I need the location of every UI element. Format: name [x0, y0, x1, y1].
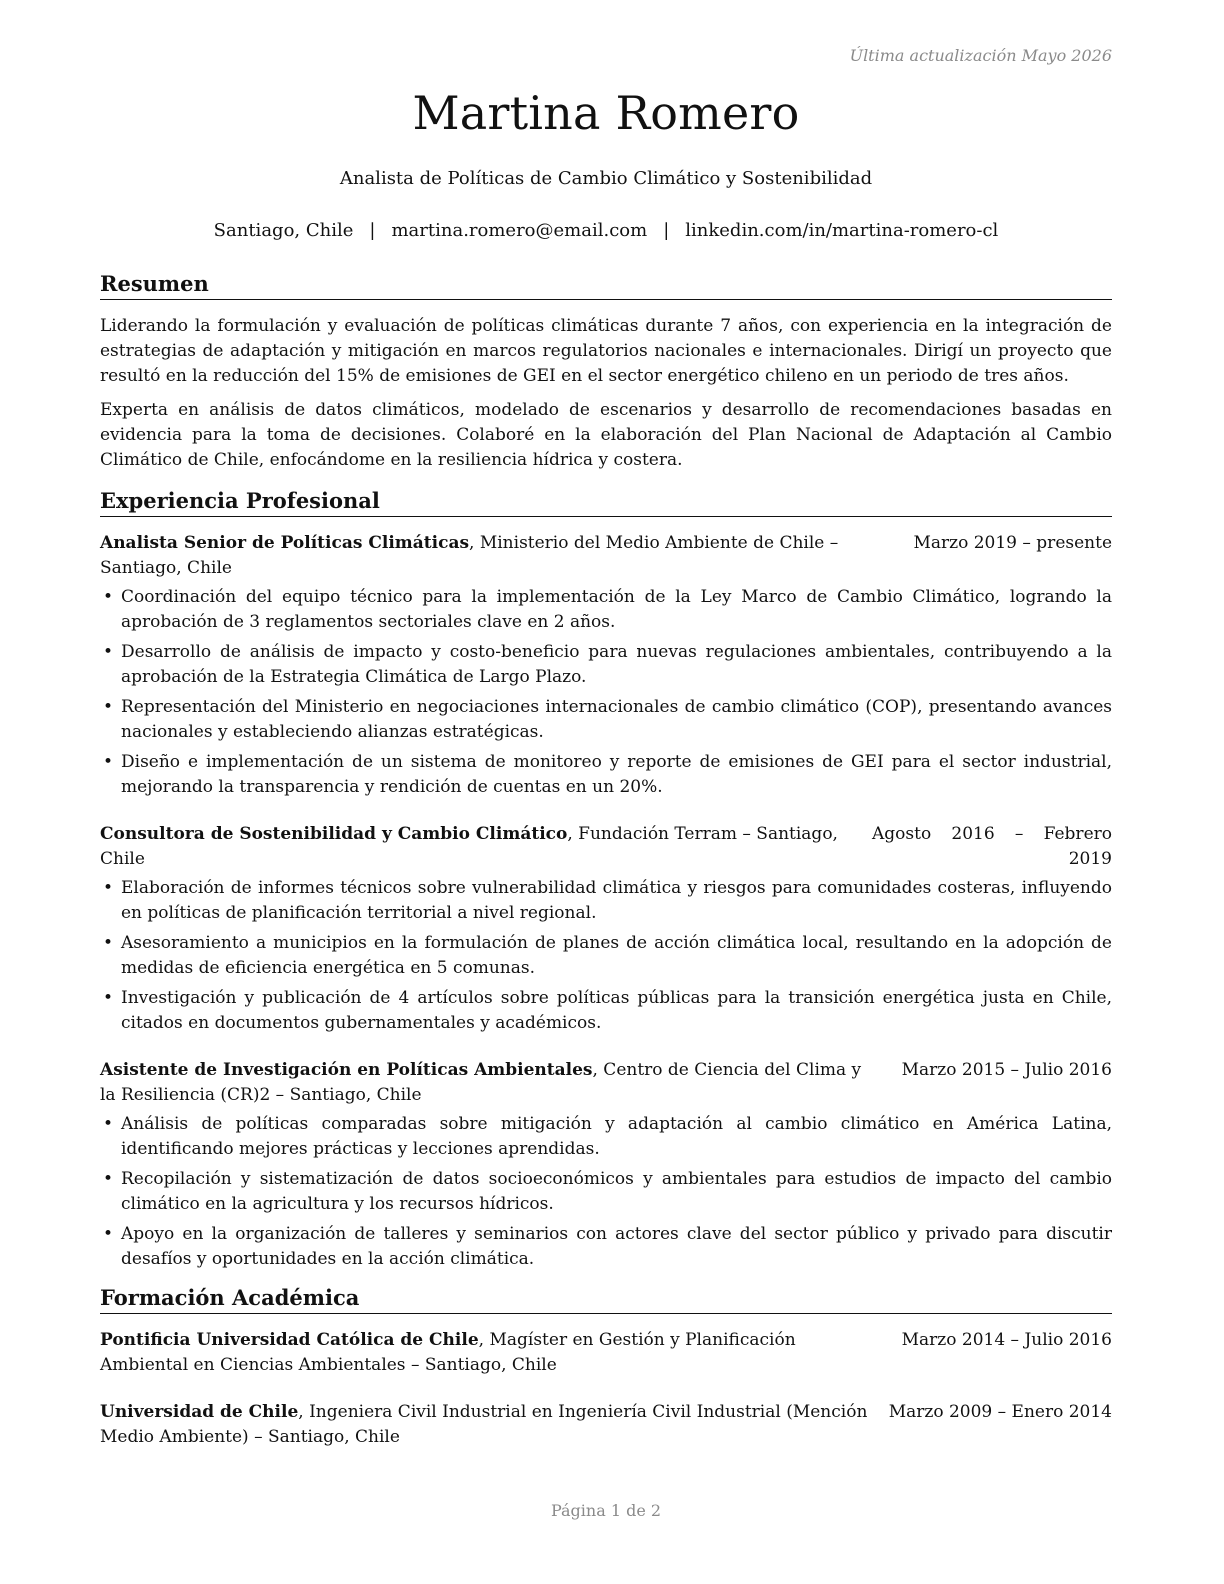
job-organization: , Centro de Ciencia del Clima y la Resiliencia (CR)2 – Santiago, Chile — [100, 1060, 862, 1105]
job-organization: , Fundación Terram – Santiago, Chile — [100, 824, 838, 869]
list-item — [100, 876, 1112, 926]
bullet-icon: • — [103, 642, 114, 662]
job-dates: Marzo 2015 – Julio 2016 — [901, 1060, 1112, 1080]
list-item — [100, 640, 1112, 690]
job-entry — [100, 822, 1112, 1036]
job-dates: Agosto 2016 – Febrero 2019 — [872, 824, 1112, 869]
job-dates: Marzo 2019 – presente — [913, 533, 1112, 553]
bullet-icon: • — [103, 988, 114, 1008]
job-organization: , Ministerio del Medio Ambiente de Chile – Santiago, Chile — [100, 533, 839, 578]
bullet-icon: • — [103, 1224, 114, 1244]
job-title-line — [100, 531, 913, 581]
list-item — [100, 931, 1112, 981]
section-title-education: Formación Académica — [100, 1284, 1112, 1314]
bullet-text: Apoyo en la organización de talleres y seminarios con actores clave del sector público y privado para discutir desafíos y oportunidades en la acción climática. — [121, 1224, 1112, 1269]
list-item — [100, 585, 1112, 635]
list-item — [100, 750, 1112, 800]
page-number: Página 1 de 2 — [550, 1501, 662, 1520]
bullet-text: Recopilación y sistematización de datos socioeconómicos y ambientales para estudios de impacto del cambio climático en la agricultura y los recursos hídricos. — [121, 1169, 1112, 1214]
bullet-icon: • — [103, 752, 114, 772]
bullet-text: Análisis de políticas comparadas sobre mitigación y adaptación al cambio climático en América Latina, identificando mejores prácticas y lecciones aprendidas. — [121, 1114, 1112, 1159]
summary-paragraph: Liderando la formulación y evaluación de políticas climáticas durante 7 años, con experiencia en la integración de estrategias de adaptación y mitigación en marcos regulatorios nacionales e internacionales. Dirigí un proyecto que resultó en la reducción del 15% de emisiones de GEI en el sector energético chileno en un periodo de tres años. — [100, 316, 1112, 386]
bullet-icon: • — [103, 587, 114, 607]
job-role: Consultora de Sostenibilidad y Cambio Climático — [100, 824, 568, 844]
contact-location: Santiago, Chile — [213, 220, 354, 241]
list-item — [100, 1112, 1112, 1162]
bullet-text: Representación del Ministerio en negociaciones internacionales de cambio climático (COP), presentando avances nacionales y estableciendo alianzas estratégicas. — [121, 697, 1112, 742]
job-header — [100, 1058, 1112, 1108]
education-title-line — [100, 1400, 889, 1450]
education-header — [100, 1328, 1112, 1378]
resume-content — [100, 270, 1112, 1472]
education-entry — [100, 1328, 1112, 1378]
job-header — [100, 531, 1112, 581]
education-title-line — [100, 1328, 902, 1378]
contact-linkedin[interactable]: linkedin.com/in/martina-romero-cl — [685, 220, 999, 241]
summary-paragraph: Experta en análisis de datos climáticos, modelado de escenarios y desarrollo de recomendaciones basadas en evidencia para la toma de decisiones. Colaboré en la elaboración del Plan Nacional de Adaptación al Cambio Climático de Chile, enfocándome en la resiliencia hídrica y costera. — [100, 400, 1112, 470]
summary-section — [100, 270, 1112, 473]
education-dates: Marzo 2014 – Julio 2016 — [901, 1330, 1112, 1350]
resume-page — [100, 0, 1112, 1584]
list-item — [100, 1222, 1112, 1272]
candidate-name: Martina Romero — [412, 86, 800, 140]
list-item — [100, 1167, 1112, 1217]
experience-section — [100, 487, 1112, 1272]
bullet-text: Asesoramiento a municipios en la formulación de planes de acción climática local, resultando en la adopción de medidas de eficiencia energética en 5 comunas. — [121, 933, 1112, 978]
contact-email[interactable]: martina.romero@email.com — [391, 220, 648, 241]
job-bullets — [100, 876, 1112, 1036]
bullet-text: Investigación y publicación de 4 artículos sobre políticas públicas para la transición energética justa en Chile, citados en documentos gubernamentales y académicos. — [121, 988, 1112, 1033]
bullet-text: Desarrollo de análisis de impacto y costo-beneficio para nuevas regulaciones ambientales, contribuyendo a la aprobación de la Estrategia Climática de Largo Plazo. — [121, 642, 1112, 687]
bullet-icon: • — [103, 1169, 114, 1189]
bullet-text: Elaboración de informes técnicos sobre vulnerabilidad climática y riesgos para comunidades costeras, influyendo en políticas de planificación territorial a nivel regional. — [121, 878, 1112, 923]
bullet-icon: • — [103, 933, 114, 953]
contact-line — [100, 220, 1112, 241]
education-header — [100, 1400, 1112, 1450]
candidate-headline: Analista de Políticas de Cambio Climático y Sostenibilidad — [339, 168, 873, 189]
education-school: Pontificia Universidad Católica de Chile — [100, 1330, 479, 1350]
contact-separator: | — [663, 220, 670, 241]
contact-separator: | — [369, 220, 376, 241]
bullet-icon: • — [103, 1114, 114, 1134]
education-school: Universidad de Chile — [100, 1402, 299, 1422]
section-title-summary: Resumen — [100, 270, 1112, 300]
bullet-icon: • — [103, 697, 114, 717]
job-header — [100, 822, 1112, 872]
list-item — [100, 986, 1112, 1036]
job-bullets — [100, 585, 1112, 800]
job-title-line — [100, 1058, 902, 1108]
last-updated: Última actualización Mayo 2026 — [849, 46, 1112, 65]
job-entry — [100, 1058, 1112, 1272]
job-title-line — [100, 822, 872, 872]
bullet-text: Diseño e implementación de un sistema de monitoreo y reporte de emisiones de GEI para el sector industrial, mejorando la transparencia y rendición de cuentas en un 20%. — [121, 752, 1112, 797]
job-bullets — [100, 1112, 1112, 1272]
section-title-experience: Experiencia Profesional — [100, 487, 1112, 517]
education-detail: , Magíster en Gestión y Planificación Ambiental en Ciencias Ambientales – Santiago, Chile — [100, 1330, 796, 1375]
education-dates: Marzo 2009 – Enero 2014 — [888, 1402, 1112, 1422]
job-entry — [100, 531, 1112, 800]
education-section — [100, 1284, 1112, 1450]
list-item — [100, 695, 1112, 745]
job-role: Analista Senior de Políticas Climáticas — [100, 533, 470, 553]
bullet-icon: • — [103, 878, 114, 898]
education-entry — [100, 1400, 1112, 1450]
job-role: Asistente de Investigación en Políticas Ambientales — [100, 1060, 593, 1080]
education-detail: , Ingeniera Civil Industrial en Ingeniería Civil Industrial (Mención Medio Ambiente) – Santiago, Chile — [100, 1402, 868, 1447]
bullet-text: Coordinación del equipo técnico para la implementación de la Ley Marco de Cambio Climático, logrando la aprobación de 3 reglamentos sectoriales clave en 2 años. — [121, 587, 1112, 632]
